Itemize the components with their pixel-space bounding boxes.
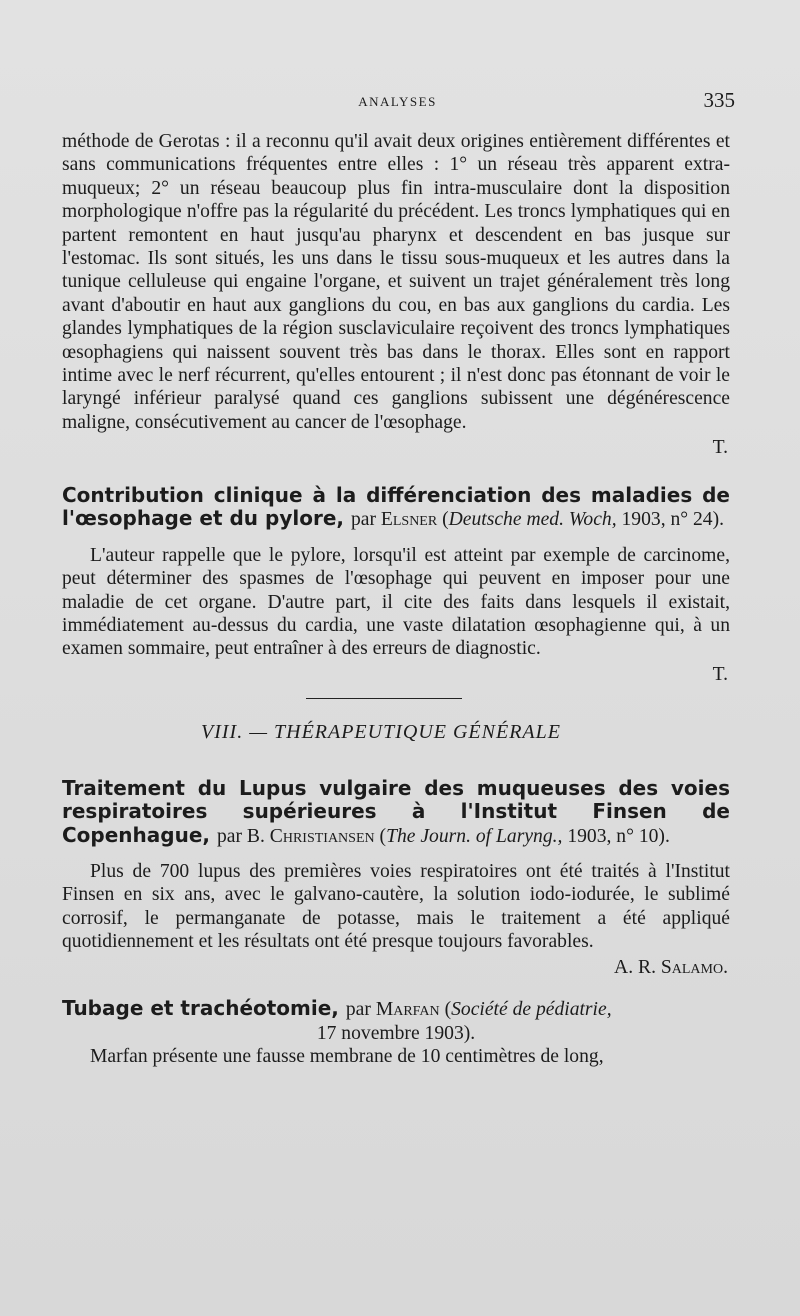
article1-paragraph: L'auteur rappelle que le pylore, lorsqu'il est atteint par exemple de carcinome, peut déterminer des spasmes de l'œsophage qui peuvent en imposer pour une maladie de cet organe. D'autre part, il cite des faits dans lesquels il existait, immédiatement au-dessus du cardia, une vaste dilatation œsophagienne qui, à un examen sommaire, peut entraîner à des erreurs de diagnostic.	[62, 544, 730, 660]
section-divider	[306, 698, 462, 699]
article3-title	[62, 997, 730, 1045]
article1-by: par	[350, 509, 376, 531]
article2-author: Christiansen	[269, 825, 375, 847]
page-number: 335	[703, 88, 735, 112]
continuation-signature: T.	[712, 437, 728, 459]
article3-details: 17 novembre 1903).	[316, 1022, 476, 1044]
article1-signature: T.	[712, 663, 728, 685]
page-body	[62, 130, 730, 1068]
article1-details: 1903, n° 24).	[621, 509, 725, 531]
continuation-paragraph: méthode de Gerotas : il a reconnu qu'il avait deux origines entièrement différentes et sans communications fréquentes entre elles : 1° un réseau très apparent extra-muqueux; 2° un réseau beaucoup plus fin intra-musculaire dont la disposition morphologique n'offre pas la régularité du précédent. Les troncs lymphatiques qui en partent remontent en haut jusqu'au pharynx et descendent en bas jusque sur l'estomac. Ils sont situés, les uns dans le tissu sous-muqueux et les autres dans la tunique celluleuse qui engaine l'organe, et suivent un trajet généralement très long avant d'aboutir en haut aux ganglions du cou, en bas aux ganglions du cardia. Les glandes lymphatiques de la région susclaviculaire reçoivent des troncs lymphatiques œsophagiens qui naissent souvent très bas dans le thorax. Elles sont en rapport intime avec le nerf récurrent, qu'elles entourent ; il n'est donc pas étonnant de voir le laryngé inférieur paralysé quand ces ganglions subissent une dégénérescence maligne, consécutivement au cancer de l'œsophage.	[62, 131, 730, 433]
running-head: ANALYSES	[358, 94, 437, 109]
page-header	[60, 88, 735, 116]
section-heading: VIII. — THÉRAPEUTIQUE GÉNÉRALE	[201, 721, 561, 744]
article2-by: par B.	[216, 825, 265, 847]
article2-source-open: (	[379, 825, 387, 847]
article2-details: 1903, n° 10).	[567, 825, 670, 847]
article2-title	[62, 777, 730, 849]
article3-title-text: Tubage et trachéotomie,	[62, 996, 339, 1021]
article2-signature-text: A. R. Salamo.	[614, 956, 728, 978]
article3-source-open: (	[444, 999, 452, 1021]
article1-title-text: Contribution clinique à la différenciation des maladies de l'œsophage et du pylore,	[62, 482, 730, 531]
article1-byline	[351, 509, 724, 530]
article1-author: Elsner	[380, 509, 438, 531]
article3-by: par	[345, 999, 371, 1021]
article2-journal: The Journ. of Laryng.,	[386, 825, 563, 847]
article3-paragraph: Marfan présente une fausse membrane de 10 centimètres de long,	[90, 1046, 604, 1068]
article3-author: Marfan	[375, 999, 440, 1021]
article2-title-text: Traitement du Lupus vulgaire des muqueuses des voies respiratoires supérieures à l'Institut Finsen de Copenhague,	[62, 775, 730, 847]
article1-journal: Deutsche med. Woch,	[448, 509, 617, 531]
article2-paragraph: Plus de 700 lupus des premières voies respiratoires ont été traités à l'Institut Finsen en six ans, avec le galvano-cautère, la solution iodo-iodurée, le sublimé corrosif, le permanganate de potasse, mais le traitement a été appliqué quotidiennement et les résultats ont été presque toujours favorables.	[62, 861, 730, 953]
article1-title	[62, 484, 730, 532]
article3-journal: Société de pédiatrie,	[451, 999, 612, 1021]
article1-source-open: (	[442, 509, 449, 531]
article2-signature	[62, 956, 730, 979]
article2-byline	[217, 826, 670, 847]
